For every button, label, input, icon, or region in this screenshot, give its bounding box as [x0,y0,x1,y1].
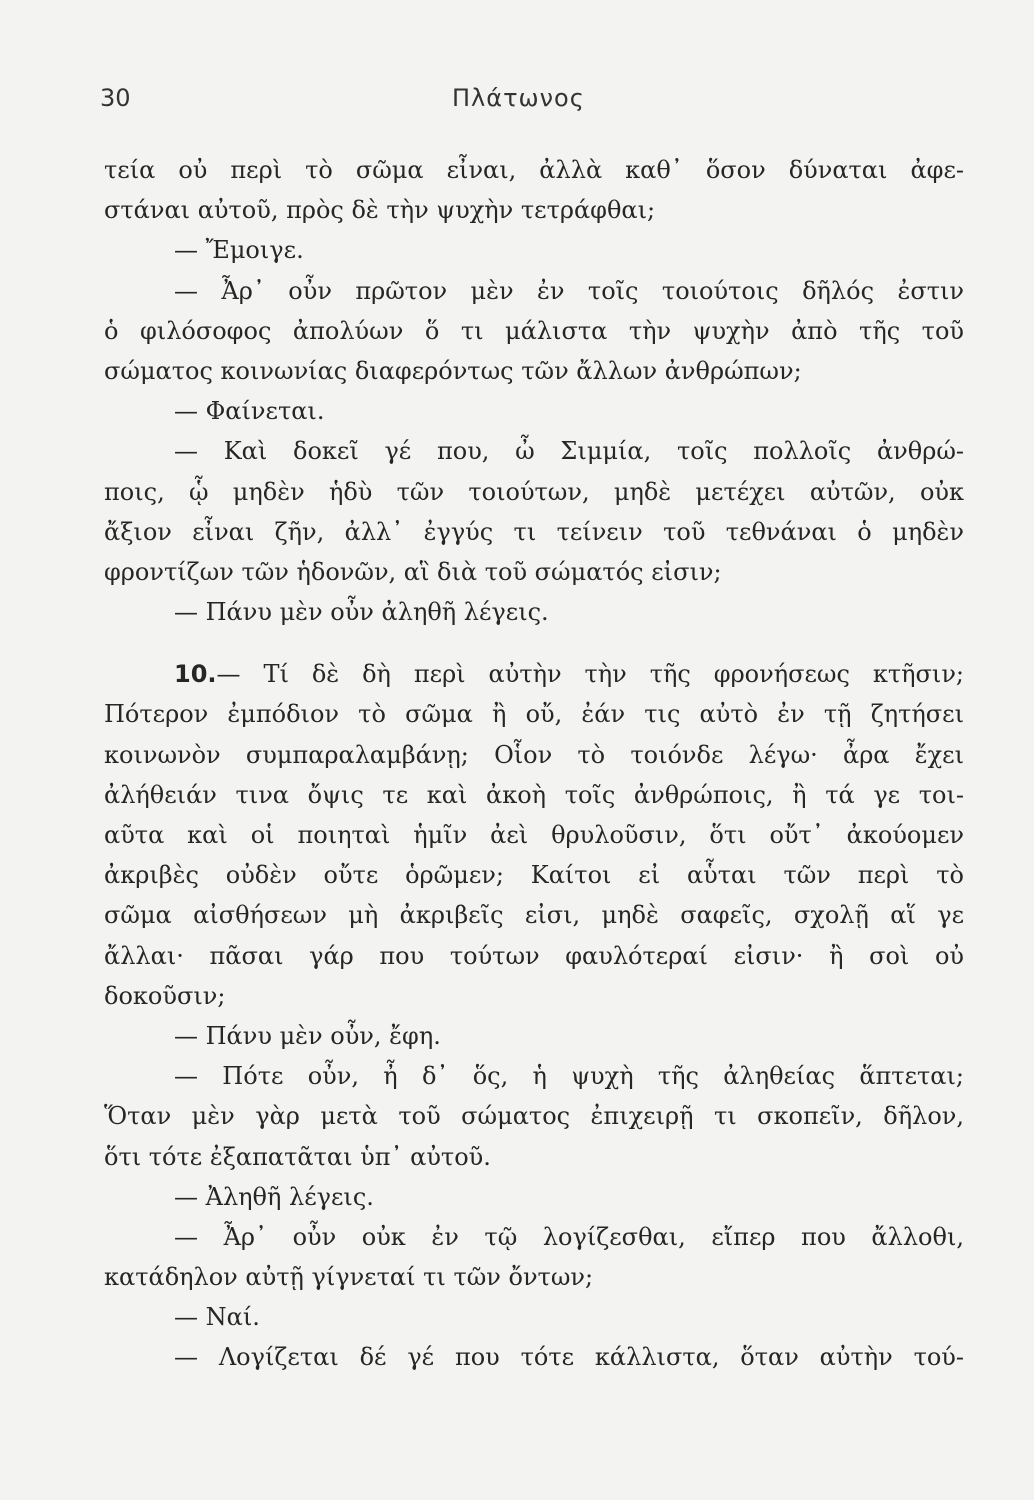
text-line: — Καὶ δοκεῖ γέ που, ὦ Σιμμία, τοῖς πολλοῖς ἀνθρώ- [174,437,964,466]
text-line: Πότερον ἐμπόδιον τὸ σῶμα ἢ οὔ, ἐάν τις αὐτὸ ἐν τῇ ζητήσει [104,700,964,729]
text-line: ὅτι τότε ἐξαπατᾶται ὑπ᾽ αὐτοῦ. [104,1142,491,1171]
text-line: ὁ φιλόσοφος ἀπολύων ὅ τι μάλιστα τὴν ψυχὴν ἀπὸ τῆς τοῦ [104,316,964,345]
text-line: δοκοῦσιν; [104,981,226,1010]
text-line: σώματος κοινωνίας διαφερόντως τῶν ἄλλων ἀνθρώπων; [104,356,802,385]
text-line: ἀλήθειάν τινα ὄψις τε καὶ ἀκοὴ τοῖς ἀνθρώποις, ἢ τά γε τοι- [104,780,964,809]
text-line: ποις, ᾧ μηδὲν ἡδὺ τῶν τοιούτων, μηδὲ μετέχει αὐτῶν, οὐκ [104,477,964,506]
text-line: — Ἀληθῆ λέγεις. [174,1182,374,1211]
text-line: — Ἆρ᾽ οὖν οὐκ ἐν τῷ λογίζεσθαι, εἴπερ που ἄλλοθι, [174,1222,964,1251]
page-number: 30 [100,84,131,112]
text-line: φροντίζων τῶν ἡδονῶν, αἳ διὰ τοῦ σώματός εἰσιν; [104,557,722,586]
text-line: στάναι αὐτοῦ, πρὸς δὲ τὴν ψυχὴν τετράφθαι; [104,196,656,225]
text-line: — Πάνυ μὲν οὖν ἀληθῆ λέγεις. [174,598,549,627]
text-line: κοινωνὸν συμπαραλαμβάνῃ; Οἷον τὸ τοιόνδε λέγω· ἆρα ἔχει [104,740,964,769]
text-line: Ὅταν μὲν γὰρ μετὰ τοῦ σώματος ἐπιχειρῇ τι σκοπεῖν, δῆλον, [104,1102,964,1131]
page-header [100,84,964,124]
text-line: ἀκριβὲς οὐδὲν οὔτε ὁρῶμεν; Καίτοι εἰ αὗται τῶν περὶ τὸ [104,861,964,890]
text-line: ἄλλαι· πᾶσαι γάρ που τούτων φαυλότεραί εἰσιν· ἢ σοὶ οὐ [104,941,964,970]
body-text [104,150,964,1378]
text-line: αῦτα καὶ οἱ ποιηταὶ ἡμῖν ἀεὶ θρυλοῦσιν, ὅτι οὔτ᾽ ἀκούομεν [104,821,964,849]
text-line: — Λογίζεται δέ γέ που τότε κάλλιστα, ὅταν αὐτὴν τού- [174,1343,964,1372]
text-line: σῶμα αἰσθήσεων μὴ ἀκριβεῖς εἰσι, μηδὲ σαφεῖς, σχολῇ αἵ γε [104,901,964,930]
text-line: κατάδηλον αὐτῇ γίγνεταί τι τῶν ὄντων; [104,1263,594,1292]
text-line: — Πάνυ μὲν οὖν, ἔφη. [174,1021,441,1050]
text-line: — Ἆρ᾽ οὖν πρῶτον μὲν ἐν τοῖς τοιούτοις δῆλός ἐστιν [174,276,964,305]
text-line: — Ἔμοιγε. [174,236,304,265]
section-number: 10. [174,660,217,689]
text-line: — Πότε οὖν, ἦ δ᾽ ὅς, ἡ ψυχὴ τῆς ἀληθείας ἅπτεται; [174,1062,964,1091]
running-title: Πλάτωνος [452,84,585,112]
text-line: — Φαίνεται. [174,397,325,426]
text-line: — Ναί. [174,1303,260,1332]
text-line: τεία οὐ περὶ τὸ σῶμα εἶναι, ἀλλὰ καθ᾽ ὅσον δύναται ἀφε- [104,156,964,184]
text-line: ἄξιον εἶναι ζῆν, ἀλλ᾽ ἐγγύς τι τείνειν τοῦ τεθνάναι ὁ μηδὲν [104,517,964,546]
text-line: 10.— Τί δὲ δὴ περὶ αὐτὴν τὴν τῆς φρονήσεως κτῆσιν; [174,660,964,689]
